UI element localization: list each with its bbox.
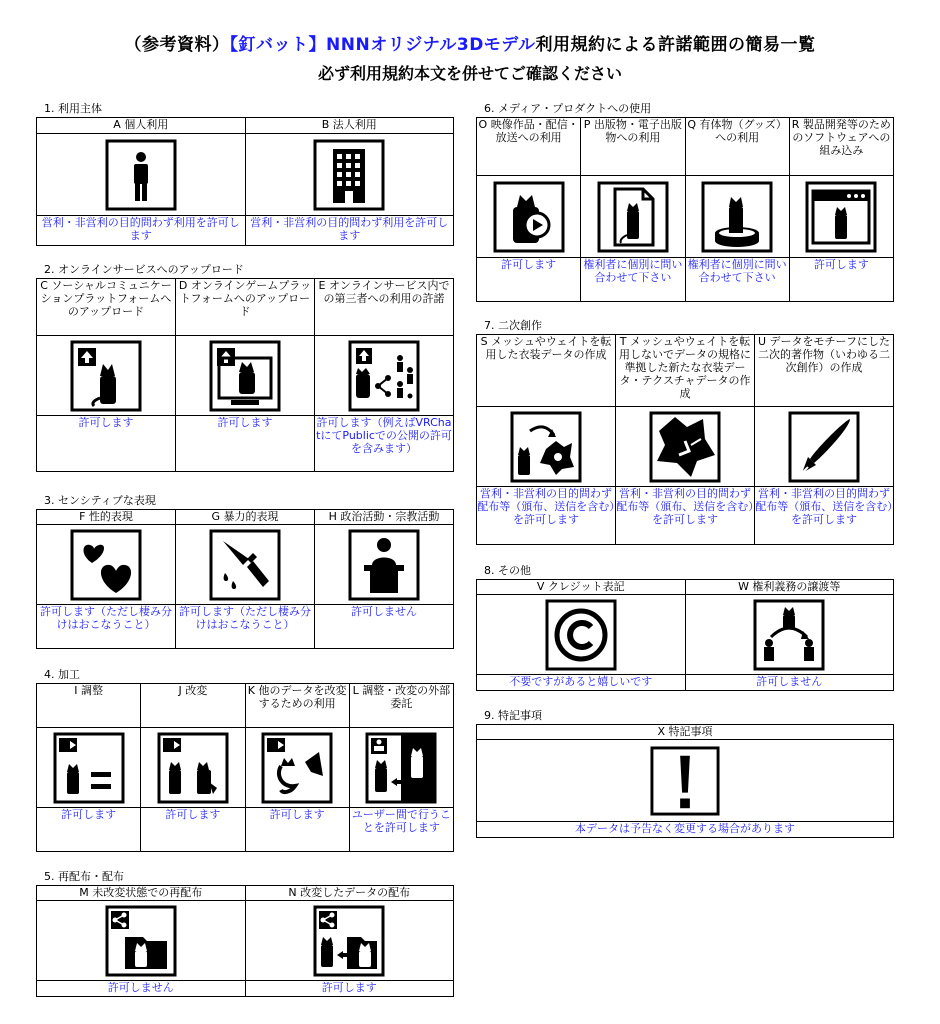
costume-convert-icon: [510, 411, 582, 483]
person-icon: [105, 139, 177, 211]
item-result-g: 許可します（ただし棲み分けはおこなうこと）: [176, 605, 315, 649]
item-label-l: L 調整・改変の外部委託: [349, 684, 453, 728]
item-result-e: 許可します（例えばVRChatにてPublicでの公開の許可を含みます）: [315, 416, 454, 472]
podium-icon: [348, 529, 420, 601]
costume-new-icon: [649, 411, 721, 483]
item-result-q: 権利者に個別に問い合わせて下さい: [685, 258, 789, 302]
title-suffix: 利用規約による許諾範囲の簡易一覧: [535, 35, 816, 55]
item-label-u: U データをモチーフにした二次的著作物（いわゆる二次創作）の作成: [755, 335, 894, 407]
item-label-a: A 個人利用: [37, 118, 246, 134]
upload-game-icon: [209, 340, 281, 412]
section-online-upload: [36, 262, 454, 472]
item-label-h: H 政治活動・宗教活動: [315, 510, 454, 525]
pen-icon: [788, 411, 860, 483]
item-label-k: K 他のデータを改変するための利用: [245, 684, 349, 728]
publication-icon: [597, 181, 669, 253]
item-label-r: R 製品開発等のためのソフトウェアへの組み込み: [789, 118, 893, 176]
item-label-m: M 未改変状態での再配布: [37, 886, 246, 901]
section-special-notes: [476, 708, 894, 838]
item-label-b: B 法人利用: [245, 118, 454, 134]
item-label-q: Q 有体物（グッズ）への利用: [685, 118, 789, 176]
item-result-x: 本データは予告なく変更する場合があります: [477, 822, 894, 838]
section-processing: [36, 667, 454, 852]
section-usage-subject: [36, 101, 454, 246]
item-result-n: 許可します: [245, 981, 454, 997]
figure-goods-icon: [701, 181, 773, 253]
document-subtitle: 必ず利用規約本文を併せてご確認ください: [317, 64, 622, 83]
item-result-b: 営利・非営利の目的問わず利用を許可します: [245, 216, 454, 246]
item-result-d: 許可します: [176, 416, 315, 472]
item-label-f: F 性的表現: [37, 510, 176, 525]
section-redistribution: [36, 869, 454, 997]
section-title: 6. メディア・プロダクトへの使用: [484, 102, 652, 115]
section-title: 3. センシティブな表現: [44, 494, 156, 507]
title-prefix: （参考資料）: [124, 35, 230, 55]
section-others: [476, 563, 894, 691]
share-third-party-icon: [348, 340, 420, 412]
item-result-j: 許可します: [141, 808, 245, 852]
item-result-p: 権利者に個別に問い合わせて下さい: [581, 258, 685, 302]
item-result-f: 許可します（ただし棲み分けはおこなうこと）: [37, 605, 176, 649]
item-result-i: 許可します: [37, 808, 141, 852]
item-result-o: 許可します: [477, 258, 581, 302]
item-result-r: 許可します: [789, 258, 893, 302]
use-other-data-icon: [261, 732, 333, 804]
software-icon: [805, 181, 877, 253]
item-result-a: 営利・非営利の目的問わず利用を許可します: [37, 216, 246, 246]
item-result-w: 許可しません: [685, 675, 894, 691]
item-label-n: N 改変したデータの配布: [245, 886, 454, 901]
item-label-x: X 特記事項: [477, 725, 894, 740]
item-label-i: I 調整: [37, 684, 141, 728]
exclamation-icon: [650, 746, 720, 816]
section-title: 1. 利用主体: [44, 102, 102, 115]
item-label-j: J 改変: [141, 684, 245, 728]
building-icon: [313, 139, 385, 211]
adjust-icon: [53, 732, 125, 804]
transfer-icon: [753, 599, 825, 671]
item-result-m: 許可しません: [37, 981, 246, 997]
section-derivative-works: [476, 318, 894, 545]
redistribute-icon: [105, 905, 177, 977]
item-label-g: G 暴力的表現: [176, 510, 315, 525]
item-result-h: 許可しません: [315, 605, 454, 649]
item-label-e: E オンラインサービス内での第三者への利用の許諾: [315, 279, 454, 336]
item-label-s: S メッシュやウェイトを転用した衣装データの作成: [477, 335, 616, 407]
section-title: 9. 特記事項: [484, 709, 542, 722]
section-title: 5. 再配布・配布: [44, 870, 124, 883]
document-title: [0, 30, 940, 55]
item-result-s: 営利・非営利の目的問わず配布等（頒布、送信を含む）を許可します: [477, 487, 616, 545]
item-label-p: P 出版物・電子出版物への利用: [581, 118, 685, 176]
section-title: 2. オンラインサービスへのアップロード: [44, 263, 244, 276]
item-label-w: W 権利義務の譲渡等: [685, 580, 894, 595]
section-title: 7. 二次創作: [484, 319, 542, 332]
item-result-u: 営利・非営利の目的問わず配布等（頒布、送信を含む）を許可します: [755, 487, 894, 545]
video-icon: [493, 181, 565, 253]
item-label-d: D オンラインゲームプラットフォームへのアップロード: [176, 279, 315, 336]
item-result-l: ユーザー間で行うことを許可します: [349, 808, 453, 852]
modify-icon: [157, 732, 229, 804]
section-title: 8. その他: [484, 564, 531, 577]
knife-icon: [209, 529, 281, 601]
item-label-v: V クレジット表記: [477, 580, 686, 595]
item-result-k: 許可します: [245, 808, 349, 852]
item-result-t: 営利・非営利の目的問わず配布等（頒布、送信を含む）を許可します: [616, 487, 755, 545]
outsource-icon: [365, 732, 437, 804]
section-media-product: [476, 101, 894, 302]
item-label-t: T メッシュやウェイトを転用しないでデータの規格に準拠した新たな衣装データ・テクスチャデータの作成: [616, 335, 755, 407]
section-title: 4. 加工: [44, 668, 80, 681]
title-model-name: 【釘バット】NNNオリジナル3Dモデル: [229, 35, 536, 55]
item-result-v: 不要ですがあると嬉しいです: [477, 675, 686, 691]
hearts-icon: [70, 529, 142, 601]
item-label-o: O 映像作品・配信・放送への利用: [477, 118, 581, 176]
document-header: [0, 30, 940, 84]
upload-social-icon: [70, 340, 142, 412]
item-label-c: C ソーシャルコミュニケーションプラットフォームへのアップロード: [37, 279, 176, 336]
distribute-modified-icon: [313, 905, 385, 977]
section-sensitive-expression: [36, 493, 454, 649]
item-result-c: 許可します: [37, 416, 176, 472]
copyright-icon: [545, 599, 617, 671]
